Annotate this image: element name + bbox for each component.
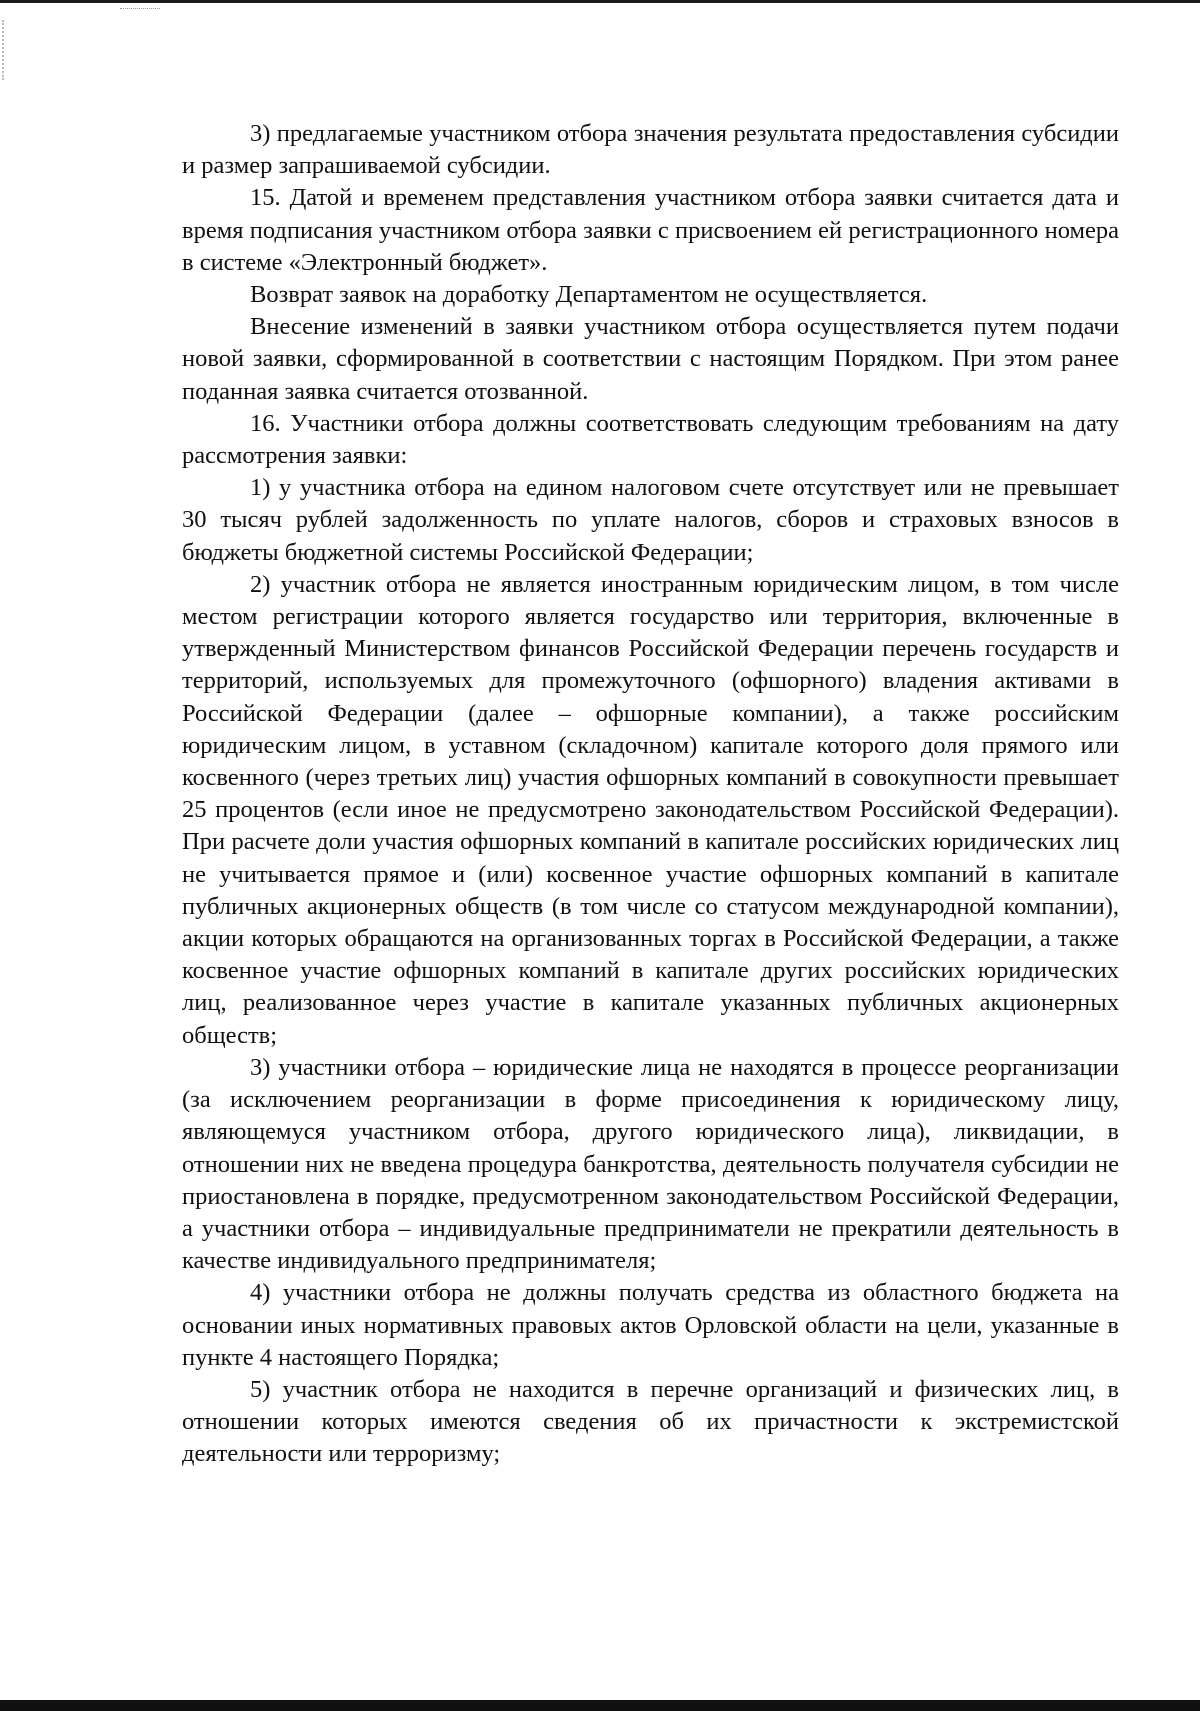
paragraph-return-not-allowed: Возврат заявок на доработку Департаментом не осуществляется. bbox=[250, 281, 928, 309]
paragraph-changes-to-application: Внесение изменений в заявки участником отбора осуществляется путем подачи новой заявки, сформированной в соответствии с настоящим Порядком. При этом ранее поданная заявка считается отозванной. bbox=[182, 313, 1119, 405]
requirement-4-other-funding: 4) участники отбора не должны получать средства из областного бюджета на основании иных нормативных правовых актов Орловской области на цели, указанные в пункте 4 настоящего Порядка; bbox=[182, 1279, 1119, 1371]
paragraph-15-submission-date: 15. Датой и временем представления участником отбора заявки считается дата и время подписания участником отбора заявки с присвоением ей регистрационного номера в системе «Электронный бюджет». bbox=[182, 184, 1119, 276]
requirement-3-reorganization: 3) участники отбора – юридические лица не находятся в процессе реорганизации (за исключением реорганизации в форме присоединения к юридическому лицу, являющемуся участником отбора, другого юридического лица), ликвидации, в отношении них не введена процедура банкротства, деятельность получателя субсидии не приостановлена в порядке, предусмотренном законодательством Российской Федерации, а участники отбора – индивидуальные предприниматели не прекратили деятельность в качестве индивидуального предпринимателя; bbox=[182, 1053, 1119, 1275]
requirement-2-offshore: 2) участник отбора не является иностранным юридическим лицом, в том числе местом регистрации которого является государство или территория, включенные в утвержденный Министерством финансов Российской Федерации перечень государств и территорий, используемых для промежуточного (офшорного) владения активами в Российской Федерации (далее – офшорные компании), а также российским юридическим лицом, в уставном (складочном) капитале которого доля прямого или косвенного (через третьих лиц) участия офшорных компаний в совокупности превышает 25 процентов (если иное не предусмотрено законодательством Российской Федерации). При расчете доли участия офшорных компаний в капитале российских юридических лиц не учитывается прямое и (или) косвенное участие офшорных компаний в капитале публичных акционерных обществ (в том числе со статусом международной компании), акции которых обращаются на организованных торгах в Российской Федерации, а также косвенное участие офшорных компаний в капитале других российских юридических лиц, реализованное через участие в капитале указанных публичных акционерных обществ; bbox=[182, 570, 1119, 1049]
document-body bbox=[182, 118, 1119, 1471]
paragraph-item-3-result-values: 3) предлагаемые участником отбора значения результата предоставления субсидии и размер запрашиваемой субсидии. bbox=[182, 120, 1119, 180]
paragraph-16-requirements: 16. Участники отбора должны соответствовать следующим требованиям на дату рассмотрения заявки: bbox=[182, 409, 1119, 470]
scan-top-edge bbox=[0, 0, 1200, 3]
scan-artifact bbox=[120, 8, 160, 10]
scan-bottom-edge bbox=[0, 1700, 1200, 1711]
scan-artifact bbox=[2, 20, 6, 80]
requirement-5-extremism-list: 5) участник отбора не находится в перечне организаций и физических лиц, в отношении которых имеются сведения об их причастности к экстремистской деятельности или терроризму; bbox=[182, 1375, 1119, 1468]
requirement-1-tax-debt: 1) у участника отбора на едином налоговом счете отсутствует или не превышает 30 тысяч рублей задолженность по уплате налогов, сборов и страховых взносов в бюджеты бюджетной системы Российской Федерации; bbox=[182, 474, 1119, 566]
